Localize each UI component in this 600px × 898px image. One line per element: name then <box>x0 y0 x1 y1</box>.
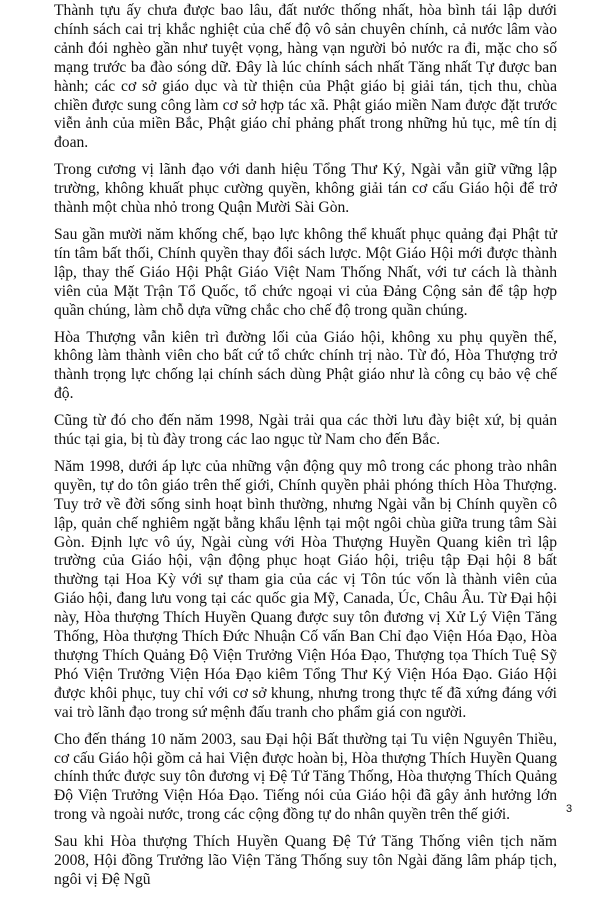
paragraph-5: Cũng từ đó cho đến năm 1998, Ngài trải qua các thời lưu đày biệt xứ, bị quản thúc tại gia, bị tù đày trong các lao ngục từ Nam cho đến Bắc. <box>54 412 557 449</box>
paragraph-7: Cho đến tháng 10 năm 2003, sau Đại hội Bất thường tại Tu viện Nguyên Thiều, cơ cấu Giáo hội gồm cả hai Viện được hoàn bị, Hòa thượng Thích Huyền Quang chính thức được suy tôn đương vị Đệ Tứ Tăng Thống, Hòa thượng Thích Quảng Độ Viện Trưởng Viện Hóa Đạo. Tiếng nói của Giáo hội đã gây ảnh hưởng lớn trong và ngoài nước, trong các cộng đồng tự do nhân quyền trên thế giới. <box>54 730 557 824</box>
paragraph-8: Sau khi Hòa thượng Thích Huyền Quang Đệ Tứ Tăng Thống viên tịch năm 2008, Hội đồng Trưởng lão Viện Tăng Thống suy tôn Ngài đăng lâm pháp tịch, ngôi vị Đệ Ngũ <box>54 833 557 888</box>
paragraph-3: Sau gần mười năm khống chế, bạo lực không thể khuất phục quảng đại Phật tử tín tâm bất thối, Chính quyền thay đổi sách lược. Một Giáo Hội mới được thành lập, thay thế Giáo Hội Phật Giáo Việt Nam Thống Nhất, với tư cách là thành viên của Mặt Trận Tổ Quốc, tổ chức ngoại vi của Đảng Cộng sản để tập hợp quần chúng, làm chỗ dựa vững chắc cho chế độ trong quần chúng. <box>54 225 557 319</box>
paragraph-6: Năm 1998, dưới áp lực của những vận động quy mô trong các phong trào nhân quyền, tự do tôn giáo trên thế giới, Chính quyền phải phóng thích Hòa Thượng. Tuy trở về đời sống sinh hoạt bình thường, nhưng Ngài vẫn bị Chính quyền cô lập, quản chế nghiêm ngặt bằng khẩu lệnh tại một ngôi chùa giữa trung tâm Sài Gòn. Định lực vô úy, Ngài cùng với Hòa Thượng Huyền Quang kiên trì lập trường của Giáo hội, vận động phục hoạt Giáo hội, triệu tập Đại hội 8 bất thường tại Hoa Kỳ với sự tham gia của các vị Tôn túc vốn là thành viên của Giáo hội, đang lưu vong tại các quốc gia Mỹ, Canada, Úc, Châu Âu. Từ Đại hội này, Hòa thượng Thích Huyền Quang được suy tôn đương vị Xử Lý Viện Tăng Thống, Hòa thượng Thích Đức Nhuận Cố vấn Ban Chỉ đạo Viện Hóa Đạo, Hòa thượng Thích Quảng Độ Viện Trưởng Viện Hóa Đạo, Thượng tọa Thích Tuệ Sỹ Phó Viện Trưởng Viện Hóa Đạo kiêm Tổng Thư Ký Viện Hóa Đạo. Giáo Hội được khôi phục, tuy chỉ với cơ sở khung, nhưng trong thực tế đã xứng đáng với vai trò lãnh đạo trong sứ mệnh đấu tranh cho phẩm giá con người. <box>54 457 557 721</box>
paragraph-2: Trong cương vị lãnh đạo với danh hiệu Tổng Thư Ký, Ngài vẫn giữ vững lập trường, không khuất phục cường quyền, không giải tán cơ cấu Giáo hội để trở thành một chùa nhỏ trong Quận Mười Sài Gòn. <box>54 161 557 217</box>
body-text <box>54 2 557 898</box>
paragraph-4: Hòa Thượng vẫn kiên trì đường lối của Giáo hội, không xu phụ quyền thế, không làm thành viên cho bất cứ tổ chức chính trị nào. Từ đó, Hòa Thượng trở thành trọng lực chống lại chính sách dùng Phật giáo như là công cụ bảo vệ chế độ. <box>54 328 557 403</box>
paragraph-1: Thành tựu ấy chưa được bao lâu, đất nước thống nhất, hòa bình tái lập dưới chính sách cai trị khắc nghiệt của chế độ vô sản chuyên chính, cả nước lâm vào cảnh đói nghèo gần như tuyệt vọng, hàng vạn người bỏ nước ra đi, mặc cho số mạng trước ba đào sóng dữ. Đây là lúc chính sách nhất Tăng nhất Tự được ban hành; các cơ sở giáo dục và từ thiện của Phật giáo bị giải tán, tịch thu, chùa chiền được sung công làm cơ sở hợp tác xã. Phật giáo miền Nam được đặt trước viễn ảnh của miền Bắc, Phật giáo chỉ phảng phất trong những hủ tục, mê tín dị đoan. <box>54 2 557 152</box>
page-number: 3 <box>566 803 573 815</box>
